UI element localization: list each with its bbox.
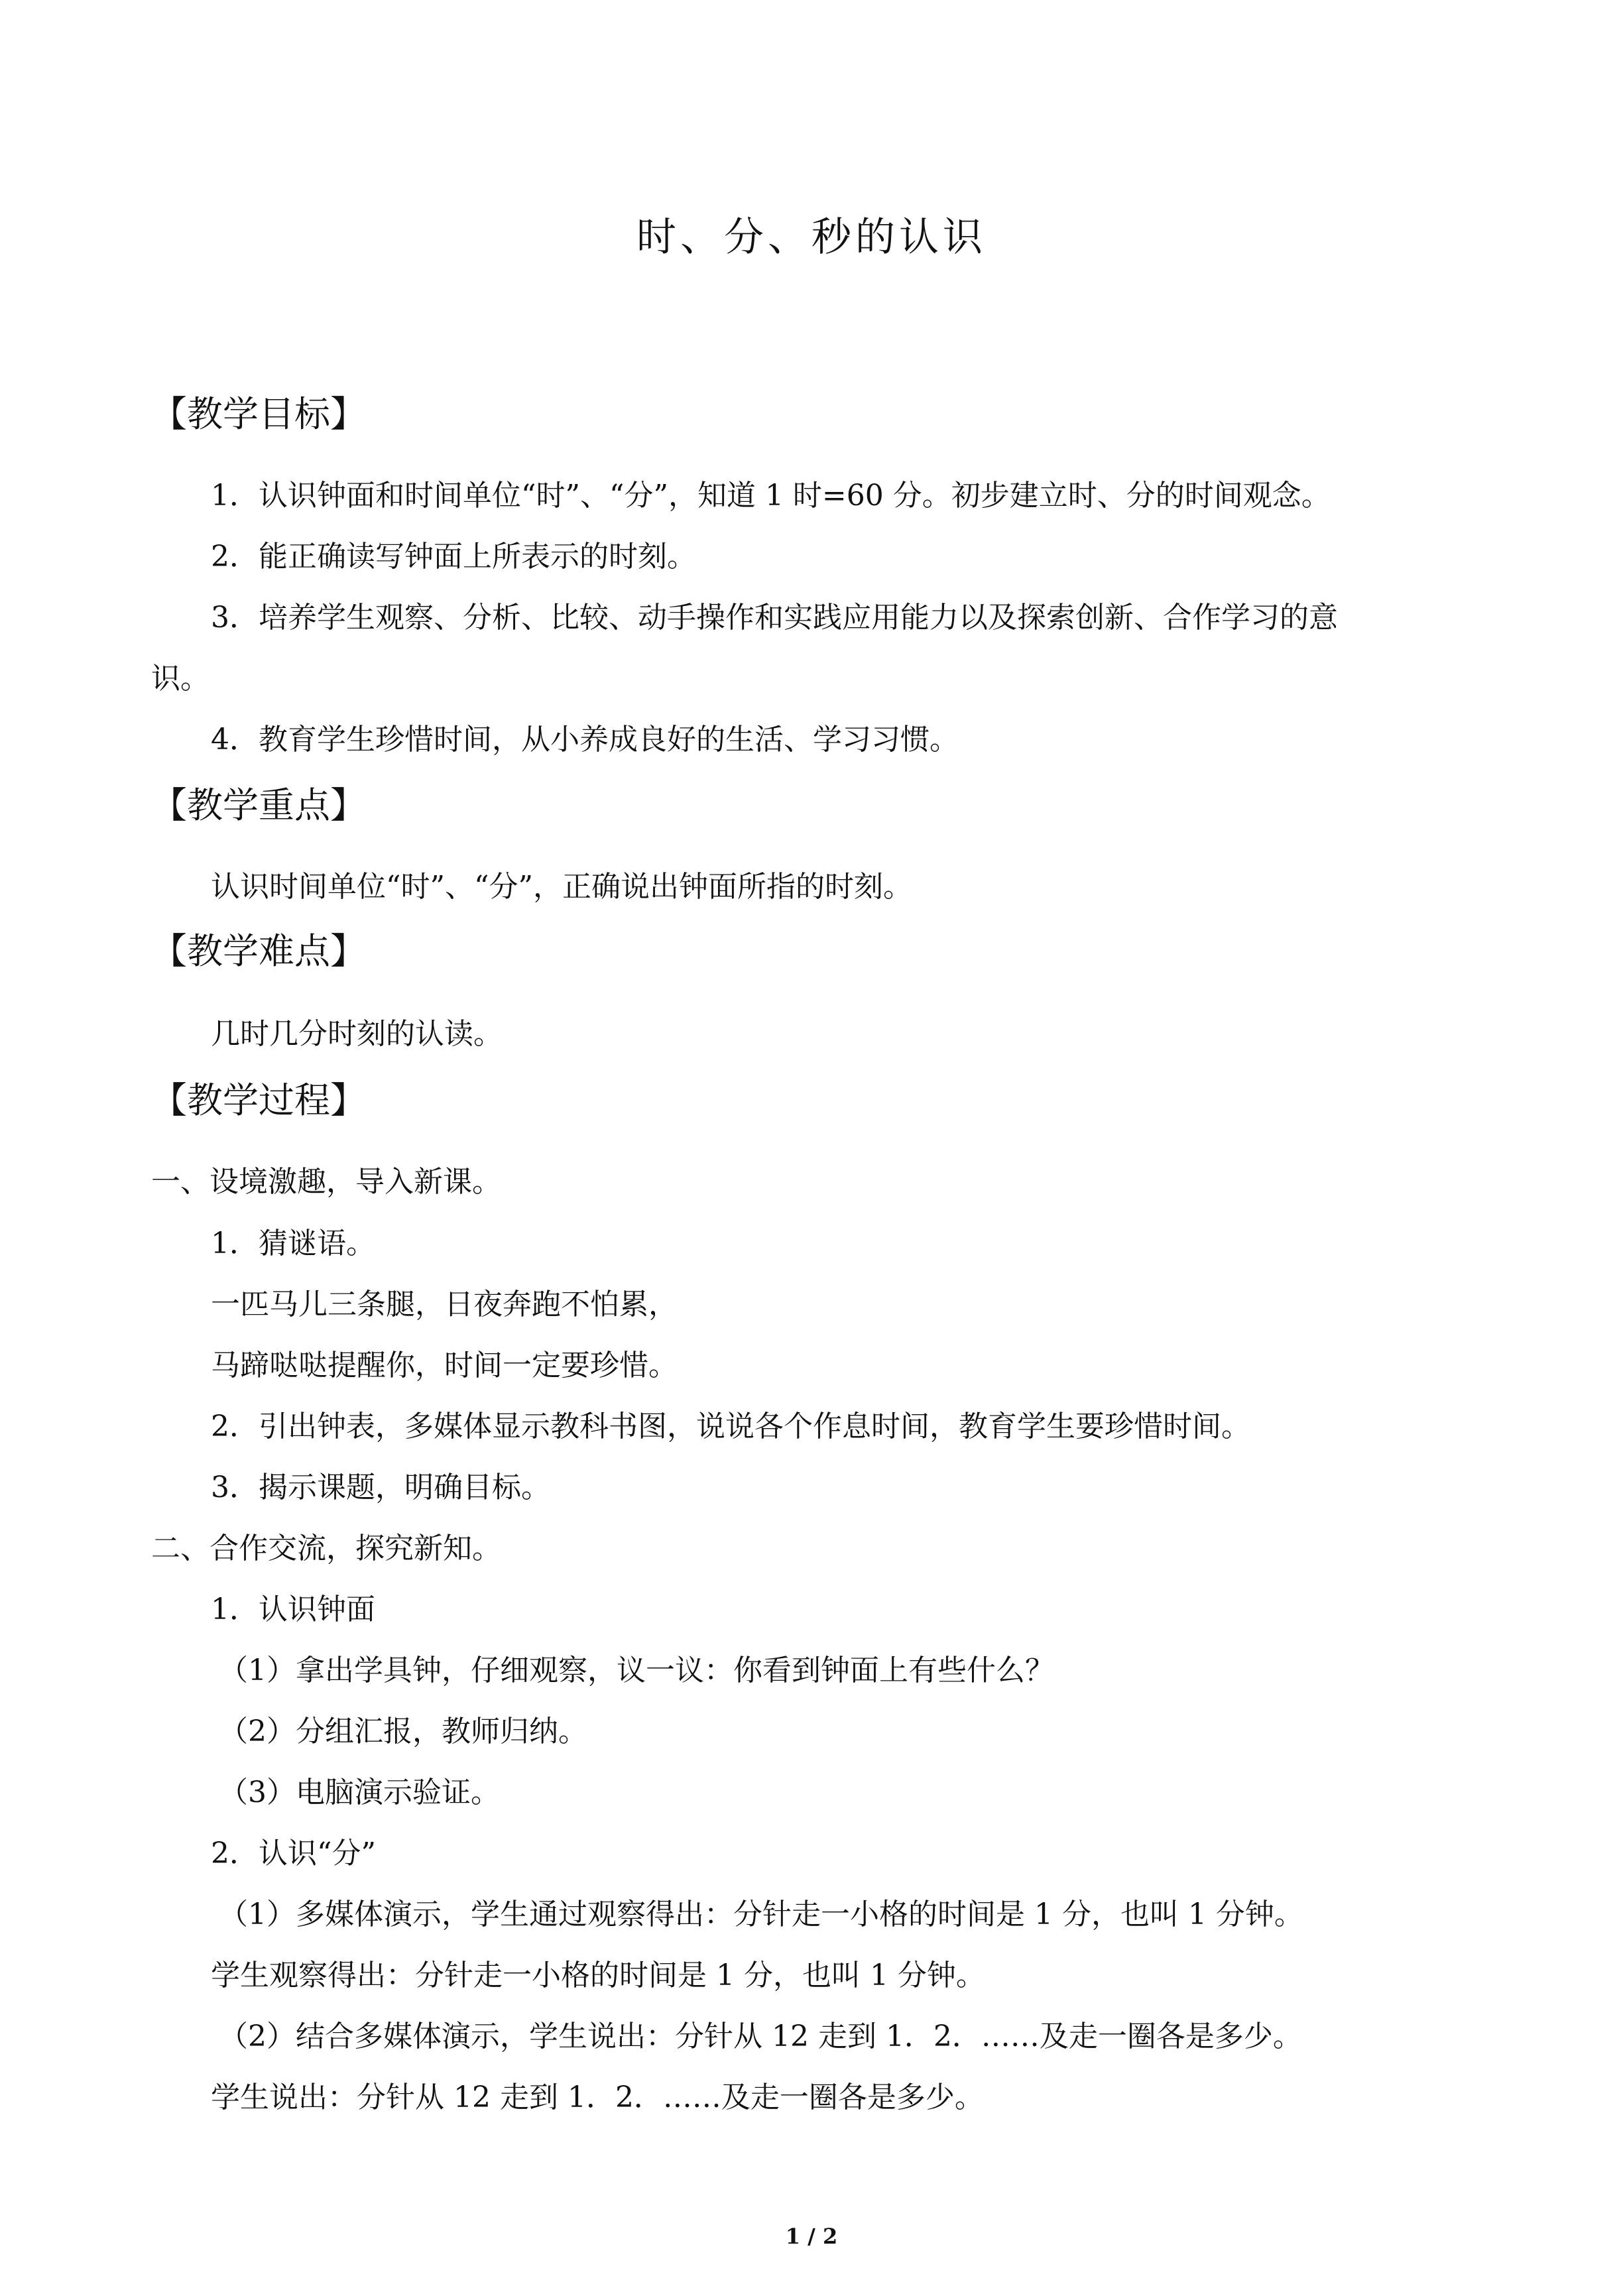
objective-item-2: 2．能正确读写钟面上所表示的时刻。 <box>211 540 696 574</box>
process-part1-line: 一匹马儿三条腿，日夜奔跑不怕累， <box>211 1288 678 1321</box>
process-part1-line: 马蹄哒哒提醒你，时间一定要珍惜。 <box>211 1349 678 1382</box>
process-part2-line: 2．认识“分” <box>211 1837 376 1870</box>
process-part1-line: 3．揭示课题，明确目标。 <box>211 1471 550 1504</box>
process-part2-line: （2）分组汇报，教师归纳。 <box>219 1715 587 1748</box>
process-part2-line: （1）拿出学具钟，仔细观察，议一议：你看到钟面上有些什么？ <box>219 1654 1054 1687</box>
page-number: 1 / 2 <box>785 2224 838 2249</box>
process-part2-line: （2）结合多媒体演示，学生说出：分针从 12 走到 1．2．……及走一圈各是多少。 <box>219 2020 1302 2053</box>
difficulties-heading: 【教学难点】 <box>151 930 366 972</box>
objective-item-1: 1．认识钟面和时间单位“时”、“分”，知道 1 时=60 分。初步建立时、分的时间观念。 <box>211 479 1331 513</box>
process-part2-line: 1．认识钟面 <box>211 1593 375 1626</box>
objective-item-3: 3．培养学生观察、分析、比较、动手操作和实践应用能力以及探索创新、合作学习的意 <box>211 601 1338 634</box>
process-part1-line: 2．引出钟表，多媒体显示教科书图，说说各个作息时间，教育学生要珍惜时间。 <box>211 1410 1250 1443</box>
objectives-heading: 【教学目标】 <box>151 393 366 435</box>
process-part2-line: （3）电脑演示验证。 <box>219 1776 500 1809</box>
objective-item-4: 4．教育学生珍惜时间，从小养成良好的生活、学习习惯。 <box>211 723 959 756</box>
key-points-heading: 【教学重点】 <box>151 784 366 826</box>
process-part1-line: 1．猜谜语。 <box>211 1227 375 1260</box>
document-title: 时、分、秒的认识 <box>636 214 987 261</box>
objective-item-3-continued: 识。 <box>151 662 210 695</box>
process-part2-title: 二、合作交流，探究新知。 <box>151 1532 501 1565</box>
process-part2-line: 学生观察得出：分针走一小格的时间是 1 分，也叫 1 分钟。 <box>211 1959 985 1992</box>
process-part1-title: 一、设境激趣，导入新课。 <box>151 1165 501 1199</box>
key-points-text: 认识时间单位“时”、“分”，正确说出钟面所指的时刻。 <box>211 870 912 904</box>
difficulties-text: 几时几分时刻的认读。 <box>211 1017 503 1051</box>
process-heading: 【教学过程】 <box>151 1079 366 1121</box>
process-part2-line: （1）多媒体演示，学生通过观察得出：分针走一小格的时间是 1 分，也叫 1 分钟。 <box>219 1898 1303 1931</box>
process-part2-line: 学生说出：分针从 12 走到 1．2．……及走一圈各是多少。 <box>211 2081 984 2114</box>
